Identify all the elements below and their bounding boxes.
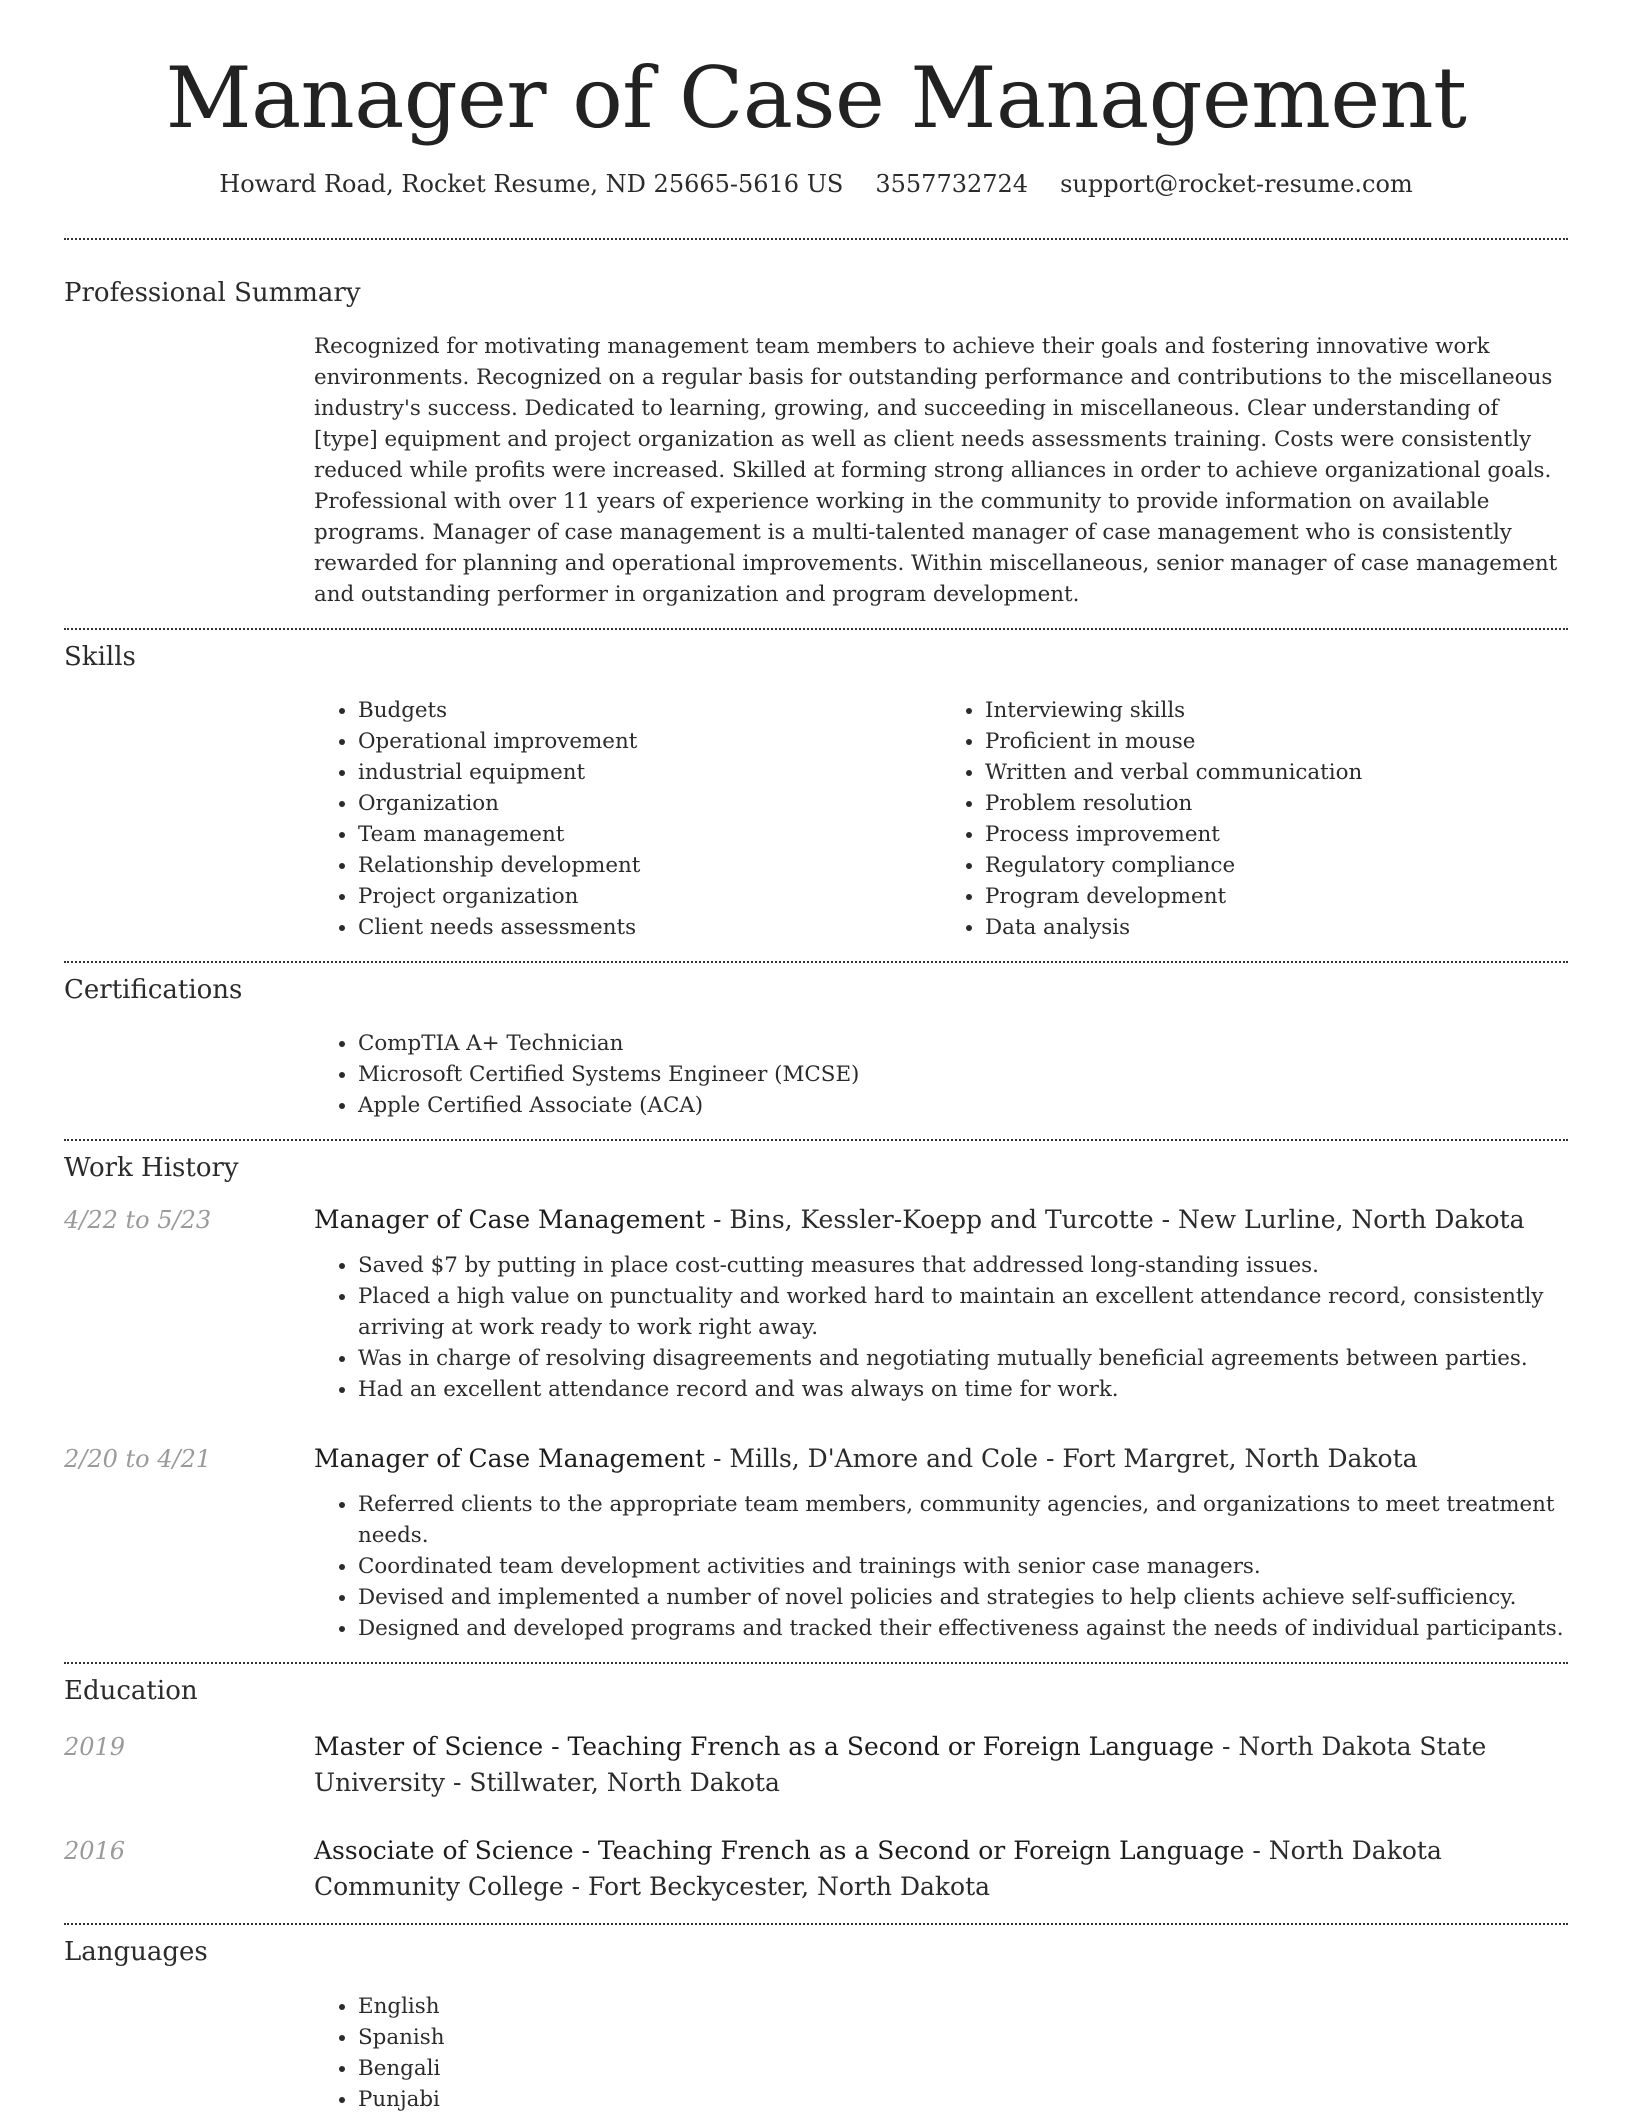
job-date: 4/22 to 5/23	[64, 1206, 212, 1235]
list-item: • Data analysis	[985, 912, 1568, 943]
list-item: • Process improvement	[985, 819, 1568, 850]
list-item: • Budgets	[358, 695, 941, 726]
certifications-section	[0, 975, 1632, 1121]
education-heading	[314, 1729, 1568, 1801]
list-item: • Problem resolution	[985, 788, 1568, 819]
list-item: • Client needs assessments	[358, 912, 941, 943]
job-details	[314, 1441, 1568, 1644]
list-item: • Punjabi	[358, 2084, 1568, 2115]
education-heading	[314, 1833, 1568, 1905]
skills-columns	[64, 695, 1568, 943]
list-item: • English	[358, 1991, 1568, 2022]
job-bullets	[314, 1489, 1568, 1644]
work-history-title: Work History	[64, 1152, 239, 1183]
education-details	[314, 1729, 1568, 1801]
list-item: • Program development	[985, 881, 1568, 912]
skills-section	[0, 642, 1632, 943]
education-section	[0, 1676, 1632, 1707]
list-item: • Placed a high value on punctuality and worked hard to maintain an excellent attendance record, consistently arriving at work ready to work right away.	[358, 1281, 1568, 1343]
list-item: • Devised and implemented a number of novel policies and strategies to help clients achieve self-sufficiency.	[358, 1582, 1568, 1613]
list-item: • Designed and developed programs and tracked their effectiveness against the needs of individual participants.	[358, 1613, 1568, 1644]
summary-title: Professional Summary	[64, 278, 361, 309]
job-details	[314, 1202, 1568, 1405]
list-item: • Had an excellent attendance record and was always on time for work.	[358, 1374, 1568, 1405]
job-company: - Mills, D'Amore and Cole - Fort Margret, North Dakota	[705, 1444, 1418, 1474]
education-title: Education	[64, 1676, 198, 1707]
job-heading	[314, 1202, 1568, 1238]
education-degree: Associate of Science - Teaching French as a Second or Foreign Language	[314, 1836, 1245, 1866]
list-item: • Project organization	[358, 881, 941, 912]
job-company: - Bins, Kessler-Koepp and Turcotte - New Lurline, North Dakota	[705, 1205, 1525, 1235]
job-date: 2/20 to 4/21	[64, 1445, 212, 1474]
list-item: • industrial equipment	[358, 757, 941, 788]
job-entry	[0, 1202, 1632, 1405]
languages-list	[314, 1991, 1568, 2115]
summary-section	[0, 278, 1632, 609]
job-bullets	[314, 1250, 1568, 1405]
job-role: Manager of Case Management	[314, 1205, 706, 1235]
education-entry	[0, 1729, 1632, 1801]
skills-list-right	[941, 695, 1568, 943]
list-item: • Coordinated team development activities and trainings with senior case managers.	[358, 1551, 1568, 1582]
list-item: • Bengali	[358, 2053, 1568, 2084]
list-item: • Saved $7 by putting in place cost-cutting measures that addressed long-standing issues.	[358, 1250, 1568, 1281]
list-item: • Operational improvement	[358, 726, 941, 757]
languages-section	[0, 1937, 1632, 2114]
section-divider	[64, 238, 1568, 240]
list-item: • Interviewing skills	[985, 695, 1568, 726]
education-school: - North Dakota State University - Stillwater, North Dakota	[314, 1732, 1487, 1798]
section-divider	[64, 628, 1568, 630]
education-details	[314, 1833, 1568, 1905]
list-item: • Team management	[358, 819, 941, 850]
languages-title: Languages	[64, 1937, 208, 1968]
list-item: • Regulatory compliance	[985, 850, 1568, 881]
education-entry	[0, 1833, 1632, 1905]
list-item: • Apple Certified Associate (ACA)	[358, 1090, 1568, 1121]
job-heading	[314, 1441, 1568, 1477]
contact-phone: 3557732724	[875, 170, 1029, 199]
list-item: • Organization	[358, 788, 941, 819]
languages-body	[64, 1991, 1568, 2115]
job-entry	[0, 1441, 1632, 1644]
list-item: • Written and verbal communication	[985, 757, 1568, 788]
list-item: • Was in charge of resolving disagreements and negotiating mutually beneficial agreements between parties.	[358, 1343, 1568, 1374]
list-item: • Proficient in mouse	[985, 726, 1568, 757]
list-item: • Microsoft Certified Systems Engineer (MCSE)	[358, 1059, 1568, 1090]
list-item: • Referred clients to the appropriate team members, community agencies, and organizations to meet treatment needs.	[358, 1489, 1568, 1551]
certifications-body	[64, 1028, 1568, 1121]
list-item: • Relationship development	[358, 850, 941, 881]
education-school: - North Dakota Community College - Fort Beckycester, North Dakota	[314, 1836, 1442, 1902]
education-date: 2019	[64, 1733, 126, 1762]
summary-text: Recognized for motivating management team members to achieve their goals and fostering innovative work environments. Recognized on a regular basis for outstanding performance and contributions to the miscellaneous industry's success. Dedicated to learning, growing, and succeeding in miscellaneous. Clear understanding of [type] equipment and project organization as well as client needs assessments training. Costs were consistently reduced while profits were increased. Skilled at forming strong alliances in order to achieve organizational goals. Professional with over 11 years of experience working in the community to provide information on available programs. Manager of case management is a multi-talented manager of case management who is consistently rewarded for planning and operational improvements. Within miscellaneous, senior manager of case management and outstanding performer in organization and program development.	[314, 333, 1558, 607]
work-history-section	[0, 1153, 1632, 1184]
contact-address: Howard Road, Rocket Resume, ND 25665-5616 US	[219, 170, 844, 199]
job-role: Manager of Case Management	[314, 1444, 706, 1474]
certifications-list	[314, 1028, 1568, 1121]
section-divider	[64, 961, 1568, 963]
list-item: • CompTIA A+ Technician	[358, 1028, 1568, 1059]
section-divider	[64, 1139, 1568, 1141]
section-divider	[64, 1662, 1568, 1664]
list-item: • Spanish	[358, 2022, 1568, 2053]
contact-email[interactable]: support@rocket-resume.com	[1060, 170, 1413, 199]
resume-header	[0, 0, 1632, 198]
contact-line	[0, 170, 1632, 198]
candidate-name: Manager of Case Management	[165, 49, 1467, 147]
skills-list-left	[314, 695, 941, 943]
skills-title: Skills	[64, 641, 136, 672]
education-date: 2016	[64, 1837, 126, 1866]
section-divider	[64, 1923, 1568, 1925]
summary-body	[64, 331, 1568, 610]
education-degree: Master of Science - Teaching French as a Second or Foreign Language	[314, 1732, 1215, 1762]
certifications-title: Certifications	[64, 974, 243, 1005]
